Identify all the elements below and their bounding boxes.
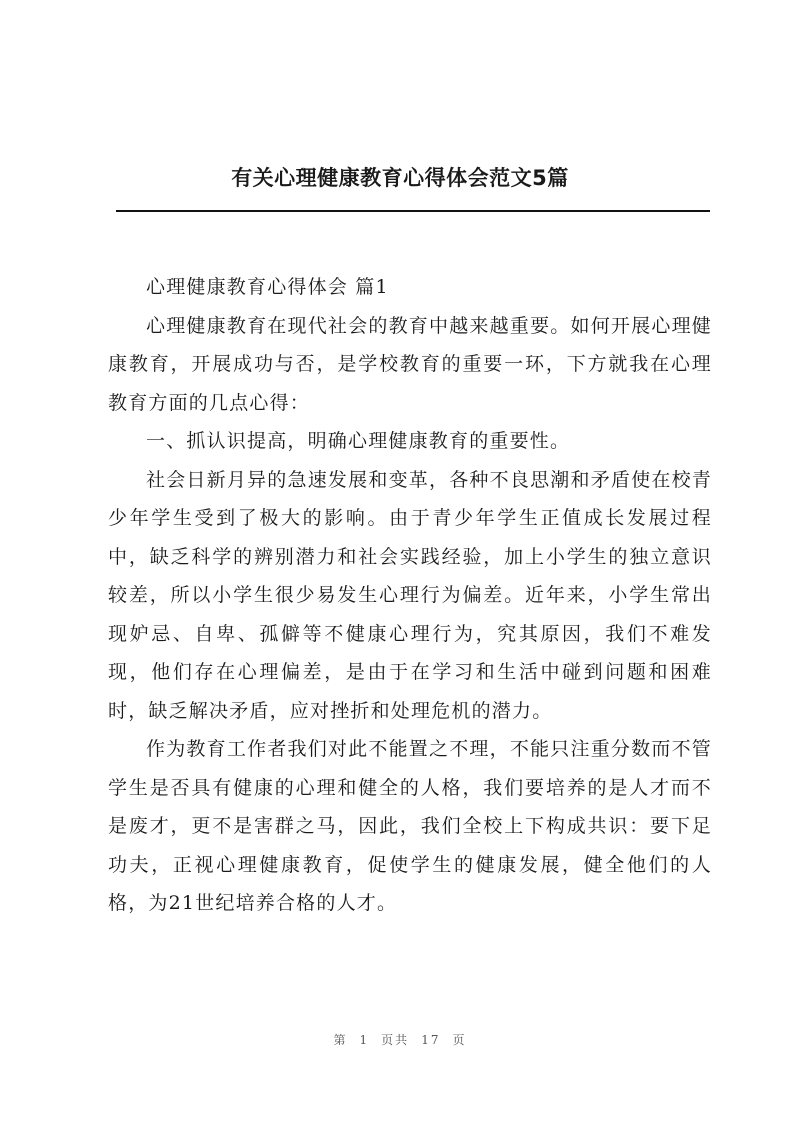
paragraph: 心理健康教育在现代社会的教育中越来越重要。如何开展心理健康教育，开展成功与否，是学校教育的重要一环，下方就我在心理教育方面的几点心得：	[108, 314, 712, 414]
footer-total-pages: 17	[421, 1033, 441, 1047]
footer-suffix: 页	[452, 1033, 467, 1047]
footer-current-page: 1	[359, 1033, 370, 1047]
paragraph: 一、抓认识提高，明确心理健康教育的重要性。	[146, 430, 571, 452]
paragraph: 作为教育工作者我们对此不能置之不理，不能只注重分数而不管学生是否具有健康的心理和健全的人格，我们要培养的是人才而不是废才，更不是害群之马，因此，我们全校上下构成共识：要下足功夫，正视心理健康教育，促使学生的健康发展，健全他们的人格，为21世纪培养合格的人才。	[108, 738, 712, 914]
paragraph: 社会日新月异的急速发展和变革，各种不良思潮和矛盾使在校青少年学生受到了极大的影响。由于青少年学生正值成长发展过程中，缺乏科学的辨别潜力和社会实践经验，加上小学生的独立意识较差，所以小学生很少易发生心理行为偏差。近年来，小学生常出现妒忌、自卑、孤僻等不健康心理行为，究其原因，我们不难发现，他们存在心理偏差，是由于在学习和生活中碰到问题和困难时，缺乏解决矛盾，应对挫折和处理危机的潜力。	[108, 468, 712, 722]
page-footer	[0, 1031, 800, 1048]
footer-middle: 页共	[381, 1033, 410, 1047]
footer-prefix: 第	[333, 1033, 348, 1047]
section-heading: 心理健康教育心得体会 篇1	[146, 276, 389, 298]
page-title: 有关心理健康教育心得体会范文5篇	[231, 166, 569, 190]
document-body	[108, 268, 712, 923]
title-divider	[116, 210, 710, 212]
